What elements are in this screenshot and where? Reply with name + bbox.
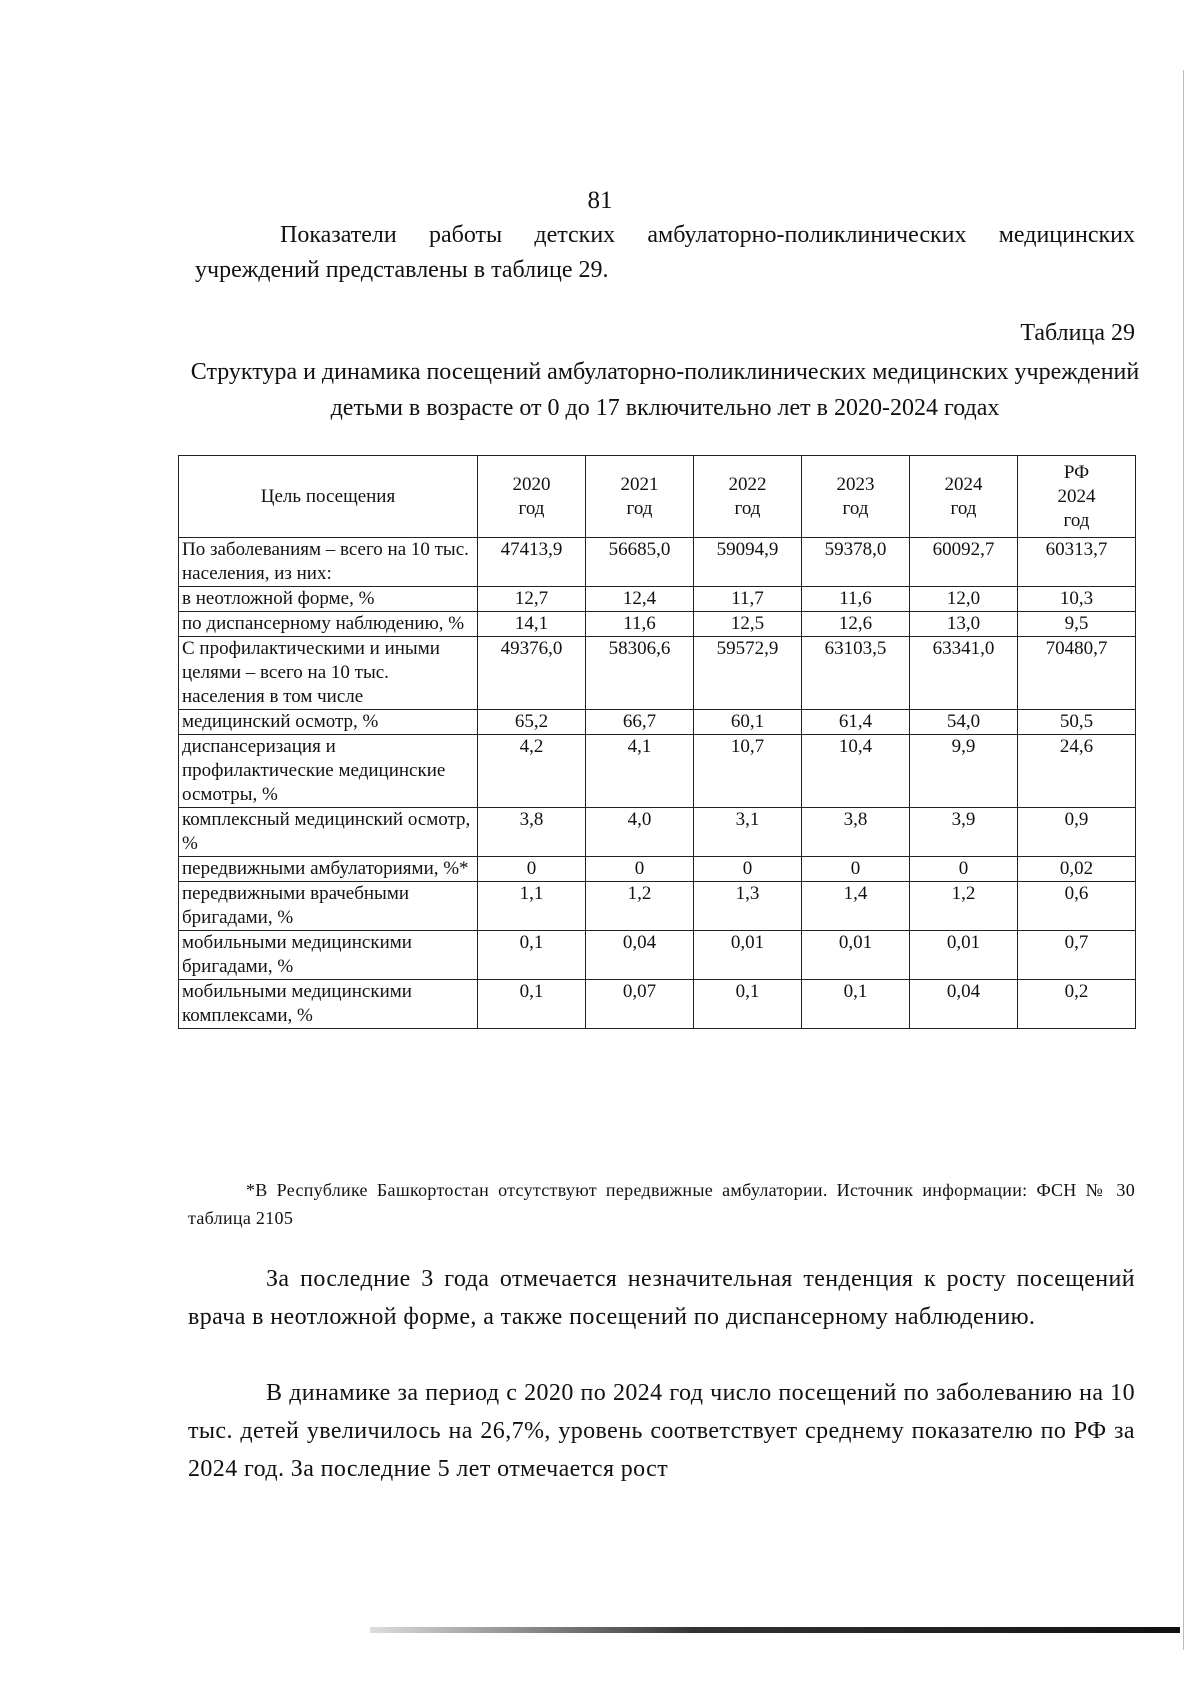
cell-2024: 1,2 [910,882,1018,931]
header-2023-year: 2023 [836,473,875,495]
header-2024 [910,456,1018,538]
scan-bottom-edge [370,1627,1180,1633]
cell-2023: 63103,5 [802,637,910,710]
table-row [179,980,1136,1029]
row-label: медицинский осмотр, % [179,710,478,735]
cell-2023: 0,01 [802,931,910,980]
cell-2024: 54,0 [910,710,1018,735]
cell-rf-2024: 70480,7 [1018,637,1136,710]
cell-2021: 56685,0 [586,538,694,587]
cell-2021: 0,04 [586,931,694,980]
cell-2020: 14,1 [478,612,586,637]
table-row [179,587,1136,612]
cell-2023: 0 [802,857,910,882]
cell-2020: 0 [478,857,586,882]
table-row [179,808,1136,857]
cell-2023: 3,8 [802,808,910,857]
table-header-row [179,456,1136,538]
cell-2020: 65,2 [478,710,586,735]
header-2022-unit: год [734,497,761,519]
table-row [179,710,1136,735]
cell-2024: 60092,7 [910,538,1018,587]
row-label: С профилактическими и иными целями – всего на 10 тыс. населения в том числе [179,637,478,710]
cell-2021: 58306,6 [586,637,694,710]
scan-edge-line [1183,70,1184,1650]
table-row [179,735,1136,808]
cell-rf-2024: 0,9 [1018,808,1136,857]
cell-2024: 63341,0 [910,637,1018,710]
row-label: по диспансерному наблюдению, % [179,612,478,637]
header-2021 [586,456,694,538]
cell-2024: 9,9 [910,735,1018,808]
cell-2020: 4,2 [478,735,586,808]
cell-2024: 0,01 [910,931,1018,980]
header-2021-year: 2021 [620,473,659,495]
header-2020 [478,456,586,538]
cell-rf-2024: 0,6 [1018,882,1136,931]
cell-2023: 10,4 [802,735,910,808]
header-2020-year: 2020 [512,473,551,495]
cell-rf-2024: 24,6 [1018,735,1136,808]
row-label: диспансеризация и профилактические медицинские осмотры, % [179,735,478,808]
header-2022-year: 2022 [728,473,767,495]
cell-2023: 12,6 [802,612,910,637]
header-2020-unit: год [518,497,545,519]
cell-2024: 13,0 [910,612,1018,637]
header-rf-year: 2024 [1057,485,1096,507]
cell-2021: 1,2 [586,882,694,931]
row-label: мобильными медицинскими бригадами, % [179,931,478,980]
table-row [179,612,1136,637]
cell-rf-2024: 0,02 [1018,857,1136,882]
page-number: 81 [587,187,613,214]
cell-2020: 3,8 [478,808,586,857]
cell-2022: 10,7 [694,735,802,808]
table-row [179,882,1136,931]
cell-2022: 0,1 [694,980,802,1029]
table-row [179,538,1136,587]
row-label: По заболеваниям – всего на 10 тыс. населения, из них: [179,538,478,587]
cell-2022: 12,5 [694,612,802,637]
cell-2022: 0 [694,857,802,882]
cell-rf-2024: 9,5 [1018,612,1136,637]
visits-table [178,455,1136,1029]
cell-2020: 0,1 [478,931,586,980]
header-2021-unit: год [626,497,653,519]
header-2024-unit: год [950,497,977,519]
cell-2021: 4,0 [586,808,694,857]
cell-2022: 0,01 [694,931,802,980]
header-purpose: Цель посещения [179,456,478,538]
cell-2023: 1,4 [802,882,910,931]
header-2023 [802,456,910,538]
cell-rf-2024: 0,2 [1018,980,1136,1029]
cell-2023: 0,1 [802,980,910,1029]
cell-2022: 59094,9 [694,538,802,587]
header-rf-unit: год [1063,509,1090,531]
header-2023-unit: год [842,497,869,519]
cell-2021: 4,1 [586,735,694,808]
cell-2020: 47413,9 [478,538,586,587]
table-row [179,931,1136,980]
cell-2023: 61,4 [802,710,910,735]
cell-2020: 1,1 [478,882,586,931]
cell-2024: 12,0 [910,587,1018,612]
cell-rf-2024: 50,5 [1018,710,1136,735]
cell-2022: 59572,9 [694,637,802,710]
cell-rf-2024: 60313,7 [1018,538,1136,587]
row-label: комплексный медицинский осмотр, % [179,808,478,857]
table-label: Таблица 29 [1020,320,1135,346]
cell-2022: 1,3 [694,882,802,931]
header-2024-year: 2024 [944,473,983,495]
cell-2022: 60,1 [694,710,802,735]
cell-2024: 0,04 [910,980,1018,1029]
cell-2024: 0 [910,857,1018,882]
cell-2023: 11,6 [802,587,910,612]
cell-2021: 12,4 [586,587,694,612]
table-row [179,857,1136,882]
cell-2021: 0 [586,857,694,882]
header-2022 [694,456,802,538]
header-rf-label: РФ [1063,461,1090,483]
header-rf-2024 [1018,456,1136,538]
cell-2023: 59378,0 [802,538,910,587]
cell-2020: 49376,0 [478,637,586,710]
cell-2022: 11,7 [694,587,802,612]
row-label: передвижными врачебными бригадами, % [179,882,478,931]
row-label: в неотложной форме, % [179,587,478,612]
cell-2021: 0,07 [586,980,694,1029]
table-footnote: *В Республике Башкортостан отсутствуют передвижные амбулатории. Источник информации: ФСН № 30 таблица 2105 [188,1180,1135,1228]
table-row [179,637,1136,710]
cell-rf-2024: 0,7 [1018,931,1136,980]
body-paragraph-1: За последние 3 года отмечается незначительная тенденция к росту посещений врача в неотложной форме, а также посещений по диспансерному наблюдению. [188,1266,1135,1330]
row-label: мобильными медицинскими комплексами, % [179,980,478,1029]
intro-paragraph: Показатели работы детских амбулаторно-поликлинических медицинских учреждений представлены в таблице 29. [195,222,1135,283]
cell-2020: 12,7 [478,587,586,612]
table-title: Структура и динамика посещений амбулаторно-поликлинических медицинских учреждений детьми в возрасте от 0 до 17 включительно лет в 2020-2024 годах [190,359,1140,421]
cell-rf-2024: 10,3 [1018,587,1136,612]
body-paragraph-2: В динамике за период с 2020 по 2024 год число посещений по заболеванию на 10 тыс. детей увеличилось на 26,7%, уровень соответствует среднему показателю по РФ за 2024 год. За последние 5 лет отмечается рост [188,1380,1135,1482]
cell-2021: 11,6 [586,612,694,637]
cell-2022: 3,1 [694,808,802,857]
cell-2024: 3,9 [910,808,1018,857]
cell-2020: 0,1 [478,980,586,1029]
cell-2021: 66,7 [586,710,694,735]
row-label: передвижными амбулаториями, %* [179,857,478,882]
